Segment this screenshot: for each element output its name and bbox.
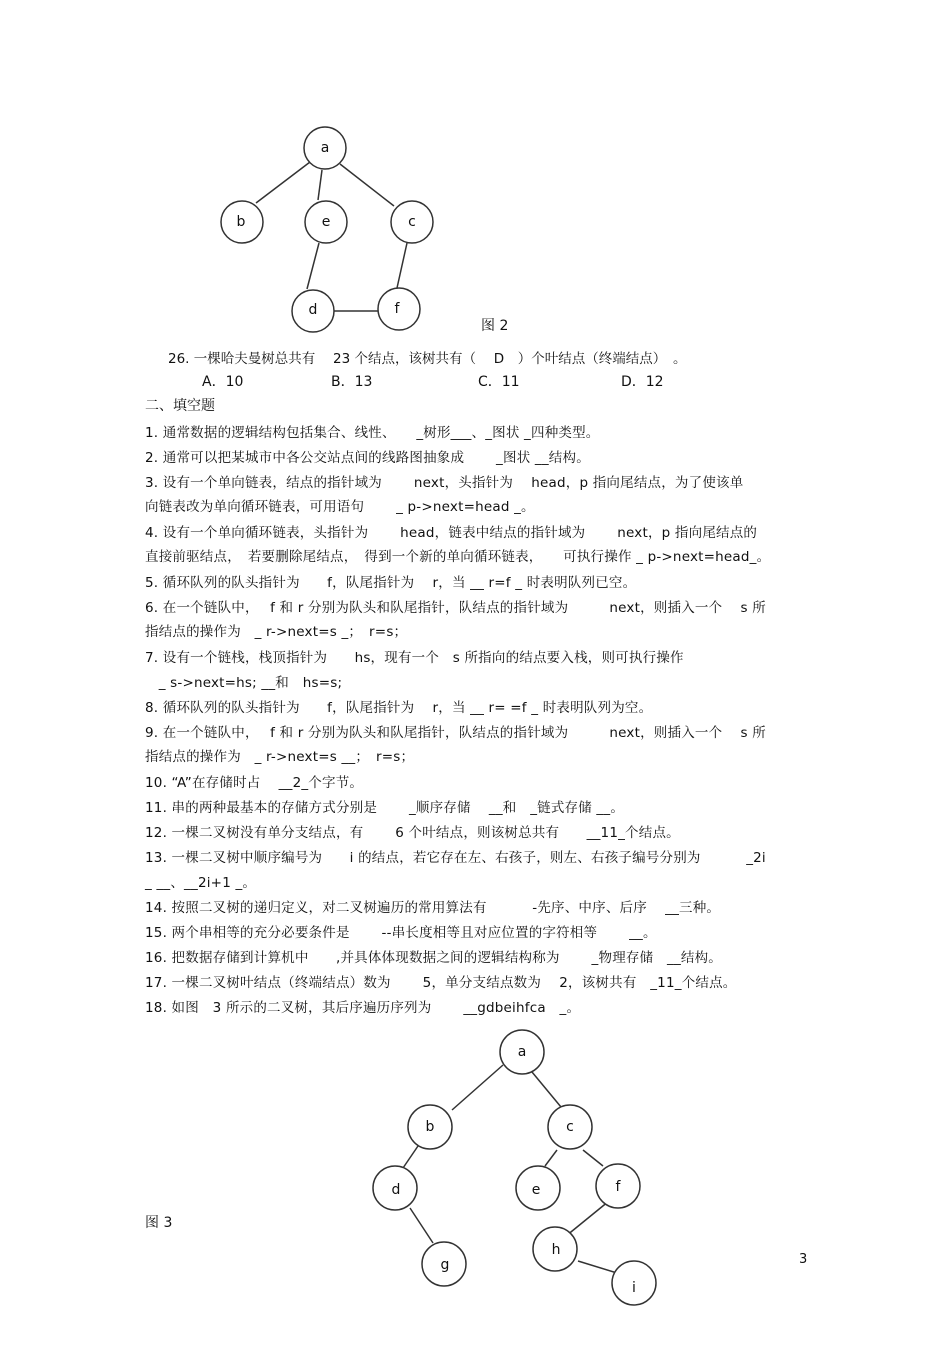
node-label-f: f — [394, 301, 400, 317]
question-26-option-d: D．12 — [621, 374, 664, 390]
node-label-d: d — [308, 302, 318, 318]
question-26-stem: 26. 一棵哈夫曼树总共有 23 个结点，该树共有（ D ）个叶结点（终端结点） 。 — [168, 351, 687, 367]
node-label-b: b — [425, 1119, 435, 1135]
node-label-e: e — [531, 1182, 541, 1198]
fill-line: 17. 一棵二叉树叶结点（终端结点）数为 5，单分支结点数为 2，该树共有 _11_个结点。 — [145, 975, 737, 991]
edge-h-i — [578, 1261, 617, 1273]
fill-line: 2. 通常可以把某城市中各公交站点间的线路图抽象成 _图状 __结构。 — [145, 450, 590, 466]
fill-line: 15. 两个串相等的充分必要条件是 --串长度相等且对应位置的字符相等 __。 — [145, 925, 657, 941]
fill-line: 6. 在一个链队中， f 和 r 分别为队头和队尾指针，队结点的指针域为 next，则插入一个 s 所 — [145, 600, 766, 616]
node-label-d: d — [391, 1182, 401, 1198]
edge-c-e — [545, 1150, 557, 1166]
edge-f-h — [566, 1201, 609, 1236]
fill-line: _ __、__2i+1 _。 — [145, 875, 257, 891]
fill-line: 14. 按照二叉树的递归定义，对二叉树遍历的常用算法有 -先序、中序、后序 __三种。 — [145, 900, 721, 916]
fill-line: 13. 一棵二叉树中顺序编号为 i 的结点，若它存在左、右孩子，则左、右孩子编号分别为 _2i — [145, 850, 766, 866]
question-26-option-a: A．10 — [202, 374, 244, 390]
fill-line: 10. “A”在存储时占 __2_个字节。 — [145, 775, 364, 791]
figure-3-caption: 图 3 — [145, 1215, 173, 1231]
fill-line: 直接前驱结点， 若要删除尾结点， 得到一个新的单向循环链表， 可执行操作 _ p->next=head_。 — [145, 549, 771, 565]
fill-line: 指结点的操作为 _ r->next=s __； r=s； — [145, 749, 415, 765]
edge-a-c — [532, 1072, 561, 1107]
fill-line: 18. 如图 3 所示的二叉树，其后序遍历序列为 __gdbeihfca _。 — [145, 1000, 581, 1016]
node-label-a: a — [320, 140, 330, 156]
fill-line: 16. 把数据存储到计算机中 ,并具体体现数据之间的逻辑结构称为 _物理存储 __结构。 — [145, 950, 722, 966]
figure-2-caption: 图 2 — [481, 318, 509, 334]
fill-line: 9. 在一个链队中， f 和 r 分别为队头和队尾指针，队结点的指针域为 next，则插入一个 s 所 — [145, 725, 766, 741]
node-label-c: c — [566, 1119, 574, 1135]
node-label-a: a — [517, 1044, 527, 1060]
edge-d-g — [410, 1208, 433, 1243]
edge-a-b — [452, 1065, 503, 1110]
fill-line: 12. 一棵二叉树没有单分支结点，有 6 个叶结点，则该树总共有 __11_个结点。 — [145, 825, 680, 841]
fill-line: 4. 设有一个单向循环链表，头指针为 head，链表中结点的指针域为 next，p 指向尾结点的 — [145, 525, 758, 541]
fill-line: 5. 循环队列的队头指针为 f，队尾指针为 r，当 __ r=f _ 时表明队列已空。 — [145, 575, 637, 591]
node-label-h: h — [551, 1242, 561, 1258]
node-label-e: e — [321, 214, 331, 230]
fill-line: 向链表改为单向循环链表，可用语句 _ p->next=head _。 — [145, 499, 535, 515]
fill-line: 指结点的操作为 _ r->next=s _； r=s； — [145, 624, 408, 640]
edge-c-f — [583, 1150, 603, 1166]
node-label-c: c — [408, 214, 416, 230]
node-label-g: g — [440, 1257, 450, 1273]
question-26-option-b: B．13 — [331, 374, 373, 390]
fill-line: 1. 通常数据的逻辑结构包括集合、线性、 _树形___、_图状 _四种类型。 — [145, 425, 600, 441]
fill-line: 7. 设有一个链栈，栈顶指针为 hs，现有一个 s 所指向的结点要入栈，则可执行操作 — [145, 650, 684, 666]
node-label-b: b — [236, 214, 246, 230]
fill-line: _ s->next=hs; __和 hs=s; — [145, 675, 343, 691]
section-title: 二、填空题 — [145, 398, 215, 414]
question-26-option-c: C．11 — [478, 374, 520, 390]
fill-line: 11. 串的两种最基本的存储方式分别是 _顺序存储 __和 _链式存储 __。 — [145, 800, 625, 816]
fill-line: 3. 设有一个单向链表，结点的指针域为 next，头指针为 head，p 指向尾结点，为了使该单 — [145, 475, 744, 491]
node-label-f: f — [615, 1179, 621, 1195]
edge-b-d — [403, 1146, 418, 1168]
fill-line: 8. 循环队列的队头指针为 f，队尾指针为 r，当 __ r= =f _ 时表明队列为空。 — [145, 700, 653, 716]
page-number: 3 — [799, 1252, 808, 1267]
node-label-i: i — [632, 1280, 636, 1296]
